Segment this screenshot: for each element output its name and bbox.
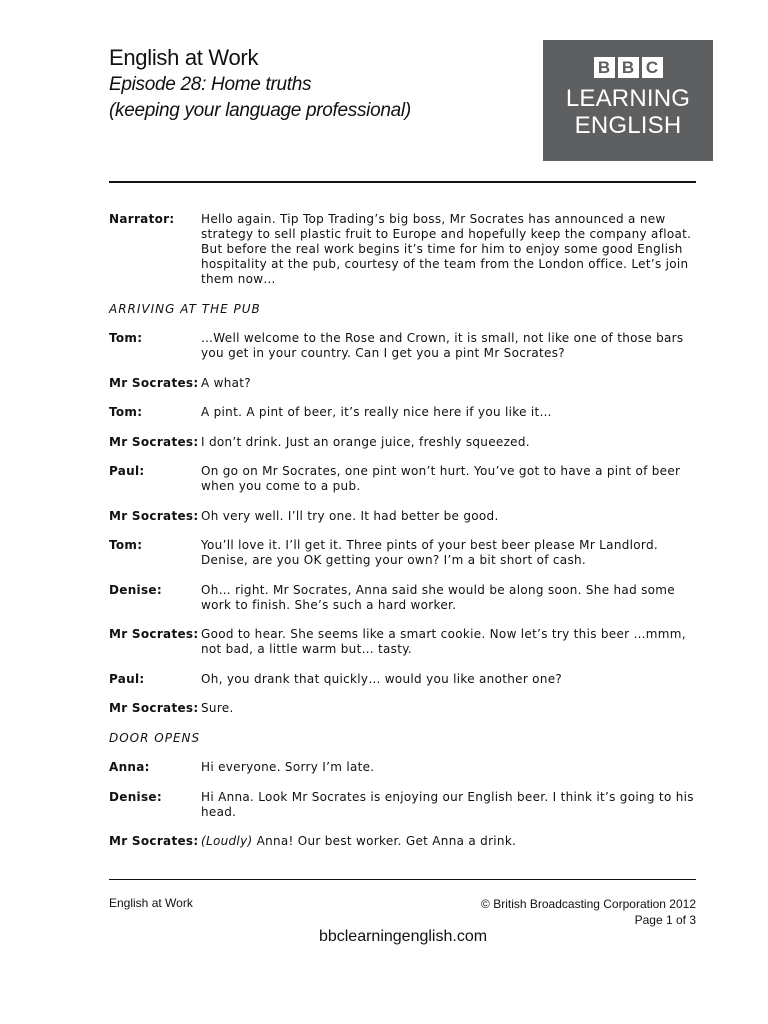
dialogue-line <box>109 509 699 524</box>
speaker-name: Denise: <box>109 582 162 597</box>
logo-learning: LEARNING <box>565 85 691 112</box>
speech-text: …Well welcome to the Rose and Crown, it is small, not like one of those bars you get in your country. Can I get you a pint Mr Socrates? <box>201 331 684 360</box>
speech-text: A what? <box>201 375 251 390</box>
speaker-name: Tom: <box>109 331 143 345</box>
footer-info <box>481 896 696 928</box>
speaker-name: Mr Socrates: <box>109 834 199 848</box>
speech-text: Hi Anna. Look Mr Socrates is enjoying our English beer. I think it’s going to his head. <box>201 789 694 819</box>
episode-title: Episode 28: Home truths <box>109 74 312 95</box>
dialogue-line <box>109 435 699 450</box>
dialogue-line <box>109 405 699 420</box>
speech-text <box>201 834 699 849</box>
dialogue-line <box>109 464 699 494</box>
footer-website: bbclearningenglish.com <box>318 928 488 945</box>
script-body <box>109 212 699 864</box>
speech-manner: (Loudly) <box>201 834 253 848</box>
speech-text: Hi everyone. Sorry I’m late. <box>201 760 375 774</box>
stage-direction: DOOR OPENS <box>109 730 201 745</box>
speech-text: Good to hear. She seems like a smart cookie. Now let’s try this beer …mmm, not bad, a little warm but… tasty. <box>201 627 686 656</box>
bbc-letter-b1: B <box>594 57 615 78</box>
dialogue-line <box>109 376 699 391</box>
dialogue-line <box>109 672 699 687</box>
speech-text: Oh very well. I’ll try one. It had better be good. <box>201 508 499 523</box>
speech-text: Sure. <box>201 701 234 715</box>
dialogue-line <box>109 760 699 775</box>
logo-english: ENGLISH <box>574 112 682 139</box>
footer-divider <box>109 879 696 880</box>
speaker-name: Paul: <box>109 671 145 686</box>
dialogue-line <box>109 538 699 568</box>
speech-text: Oh… right. Mr Socrates, Anna said she would be along soon. She had some work to finish. She’s such a hard worker. <box>201 582 675 612</box>
speech-text: On go on Mr Socrates, one pint won’t hurt. You’ve got to have a pint of beer when you come to a pub. <box>201 464 681 493</box>
speech-words: Anna! Our best worker. Get Anna a drink. <box>252 834 517 848</box>
speech-text: Hello again. Tip Top Trading’s big boss, Mr Socrates has announced a new strategy to sell plastic fruit to Europe and hopefully keep the company afloat. But before the real work begins it’s time for him to enjoy some good English hospitality at the pub, courtesy of the team from the London office. Let’s join them now… <box>201 212 692 286</box>
footer-copyright: © British Broadcasting Corporation 2012 <box>481 897 696 911</box>
speaker-name: Mr Socrates: <box>109 701 199 715</box>
stage-direction: ARRIVING AT THE PUB <box>109 301 261 316</box>
speech-text: Oh, you drank that quickly… would you like another one? <box>201 671 563 686</box>
dialogue-line <box>109 583 699 613</box>
footer-series: English at Work <box>109 896 193 910</box>
dialogue-line <box>109 212 699 287</box>
header-divider <box>109 181 696 183</box>
speaker-name: Mr Socrates: <box>109 434 199 449</box>
speaker-name: Mr Socrates: <box>109 375 199 390</box>
speaker-name: Anna: <box>109 760 150 774</box>
speaker-name: Paul: <box>109 464 145 478</box>
dialogue-line <box>109 331 699 361</box>
speaker-name: Mr Socrates: <box>109 627 199 641</box>
bbc-letter-b2: B <box>618 57 639 78</box>
bbc-letters <box>543 57 713 78</box>
bbc-learning-english-logo <box>543 40 713 161</box>
footer-page-number: Page 1 of 3 <box>634 913 696 927</box>
speech-text: You’ll love it. I’ll get it. Three pints of your best beer please Mr Landlord. Denise, are you OK getting your own? I’m a bit short of cash. <box>201 538 658 567</box>
dialogue-line <box>109 834 699 849</box>
speaker-name: Tom: <box>109 405 143 419</box>
speaker-name: Mr Socrates: <box>109 508 199 523</box>
speaker-name: Denise: <box>109 789 162 804</box>
speaker-name: Tom: <box>109 538 143 552</box>
bbc-letter-c: C <box>642 57 663 78</box>
speaker-name: Narrator: <box>109 212 175 226</box>
speech-text: I don’t drink. Just an orange juice, freshly squeezed. <box>201 434 530 449</box>
episode-topic: (keeping your language professional) <box>109 100 411 121</box>
speech-text: A pint. A pint of beer, it’s really nice here if you like it… <box>201 405 552 419</box>
dialogue-line <box>109 627 699 657</box>
dialogue-line <box>109 790 699 820</box>
dialogue-line <box>109 701 699 716</box>
title-block <box>109 44 411 124</box>
series-title: English at Work <box>109 45 259 70</box>
